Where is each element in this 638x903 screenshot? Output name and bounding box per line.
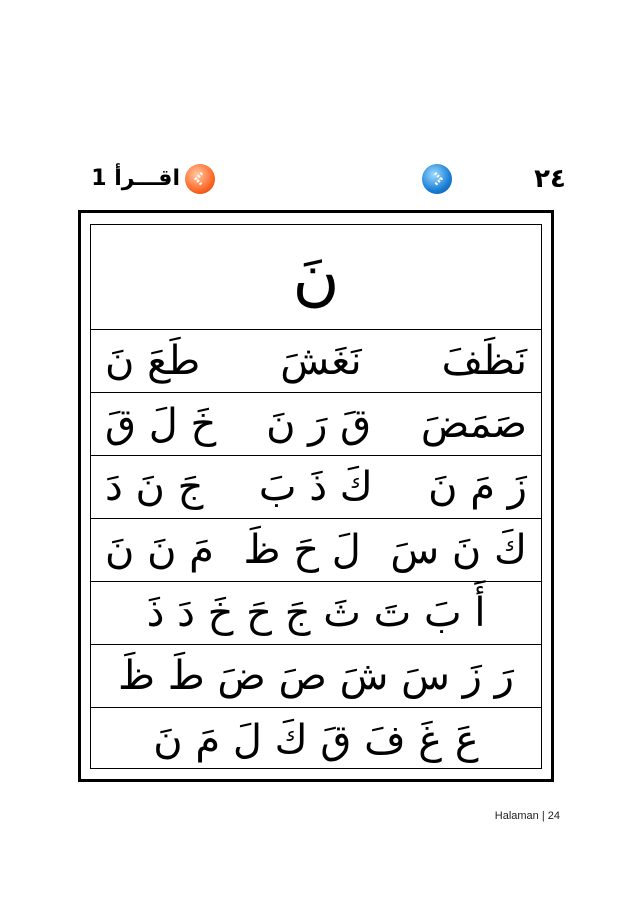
lesson-table bbox=[90, 224, 542, 769]
lesson-row bbox=[91, 645, 541, 708]
page-footer: Halaman | 24 bbox=[494, 810, 560, 822]
word-cell: كَ نَ سَ bbox=[390, 527, 527, 573]
next-page-button[interactable] bbox=[422, 164, 452, 194]
word-cell: قَ رَ نَ bbox=[266, 401, 372, 447]
letter-sequence: رَ زَ سَ شَ صَ ضَ طَ ظَ bbox=[118, 653, 514, 699]
page-header bbox=[70, 160, 565, 200]
lesson-row bbox=[91, 582, 541, 645]
lesson-row bbox=[91, 519, 541, 582]
book-title: اقـــرأ 1 bbox=[91, 166, 180, 191]
lesson-frame bbox=[78, 210, 554, 782]
lesson-row bbox=[91, 330, 541, 393]
word-cell: خَ لَ قَ bbox=[105, 401, 217, 447]
word-cell: زَ مَ نَ bbox=[428, 464, 527, 510]
lesson-title-letter: نَ bbox=[91, 225, 541, 330]
chevron-right-icon bbox=[428, 170, 446, 188]
word-cell: صَمَضَ bbox=[420, 401, 527, 447]
chevron-left-icon bbox=[191, 170, 209, 188]
letter-sequence: عَ غَ فَ قَ كَ لَ مَ نَ bbox=[153, 716, 479, 763]
word-cell: كَ ذَ بَ bbox=[258, 464, 373, 510]
previous-page-button[interactable] bbox=[185, 164, 215, 194]
lesson-row bbox=[91, 456, 541, 519]
word-cell: لَ حَ ظَ bbox=[243, 527, 361, 573]
word-cell: نَغَشَ bbox=[280, 338, 362, 384]
lesson-row bbox=[91, 393, 541, 456]
page-number-arabic: ٢٤ bbox=[534, 164, 566, 194]
word-cell: مَ نَ نَ bbox=[105, 527, 214, 573]
word-cell: جَ نَ دَ bbox=[105, 464, 204, 510]
word-cell: نَظَفَ bbox=[441, 338, 527, 384]
word-cell: طَعَ نَ bbox=[105, 338, 201, 384]
lesson-row bbox=[91, 708, 541, 771]
letter-sequence: أَ بَ تَ ثَ جَ حَ خَ دَ ذَ bbox=[146, 590, 486, 636]
